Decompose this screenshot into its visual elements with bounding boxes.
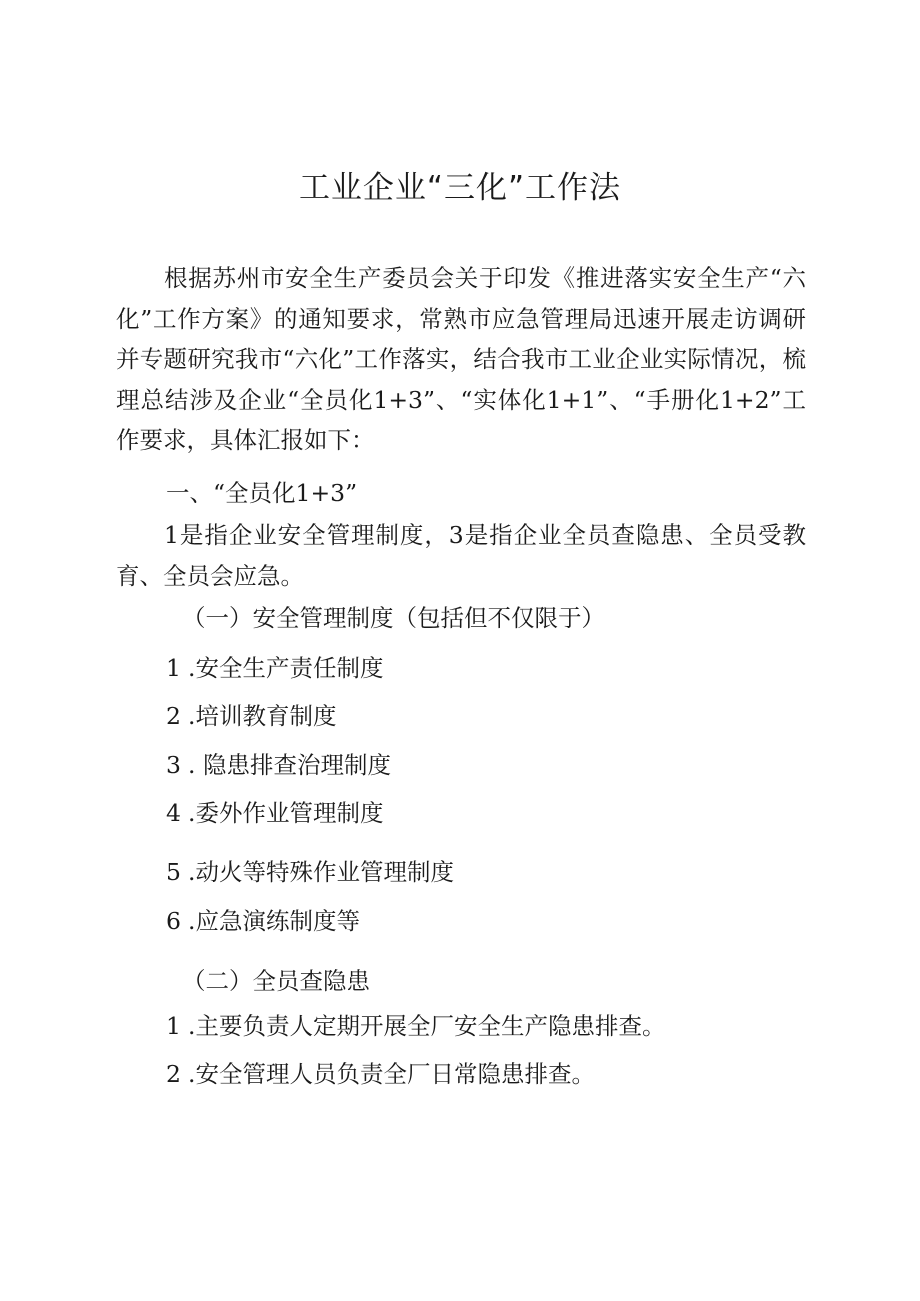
list-item xyxy=(166,855,454,889)
subsection2-heading: （二）全员查隐患 xyxy=(182,967,370,995)
list-item-text: .委外作业管理制度 xyxy=(188,799,384,827)
list-item-number: 1 xyxy=(166,1012,181,1040)
list-item xyxy=(166,748,391,782)
list-item-text: .安全生产责任制度 xyxy=(188,654,384,682)
list-item xyxy=(166,796,383,830)
list-item-number: 4 xyxy=(166,799,181,827)
list-item xyxy=(166,1009,665,1043)
list-item-number: 1 xyxy=(166,654,181,682)
list-item xyxy=(166,1057,595,1091)
list-item-text: .培训教育制度 xyxy=(188,702,337,730)
list-item-text: .主要负责人定期开展全厂安全生产隐患排查。 xyxy=(188,1012,666,1040)
list-item-text: . 隐患排查治理制度 xyxy=(188,751,391,779)
list-item-text: .动火等特殊作业管理制度 xyxy=(188,858,454,886)
list-item-text: .应急演练制度等 xyxy=(188,907,360,935)
list-item-number: 6 xyxy=(166,907,181,935)
list-item xyxy=(166,651,383,685)
list-item-number: 2 xyxy=(166,702,181,730)
list-item-text: .安全管理人员负责全厂日常隐患排查。 xyxy=(188,1060,595,1088)
list-item-number: 5 xyxy=(166,858,181,886)
intro-paragraph: 根据苏州市安全生产委员会关于印发《推进落实安全生产“六化”工作方案》的通知要求，常熟市应急管理局迅速开展走访调研并专题研究我市“六化”工作落实，结合我市工业企业实际情况，梳理总结涉及企业“全员化1+3”、“实体化1+1”、“手册化1+2”工作要求，具体汇报如下： xyxy=(116,264,806,454)
subsection1-heading: （一）安全管理制度（包括但不仅限于） xyxy=(182,604,605,632)
list-item-number: 3 xyxy=(166,751,181,779)
document-title: 工业企业“三化”工作法 xyxy=(298,170,622,206)
section1-heading: 一、“全员化1+3” xyxy=(166,479,358,507)
section1-description: 1是指企业安全管理制度，3是指企业全员查隐患、全员受教育、全员会应急。 xyxy=(116,521,806,590)
list-item-number: 2 xyxy=(166,1060,181,1088)
list-item xyxy=(166,904,360,938)
list-item xyxy=(166,699,336,733)
